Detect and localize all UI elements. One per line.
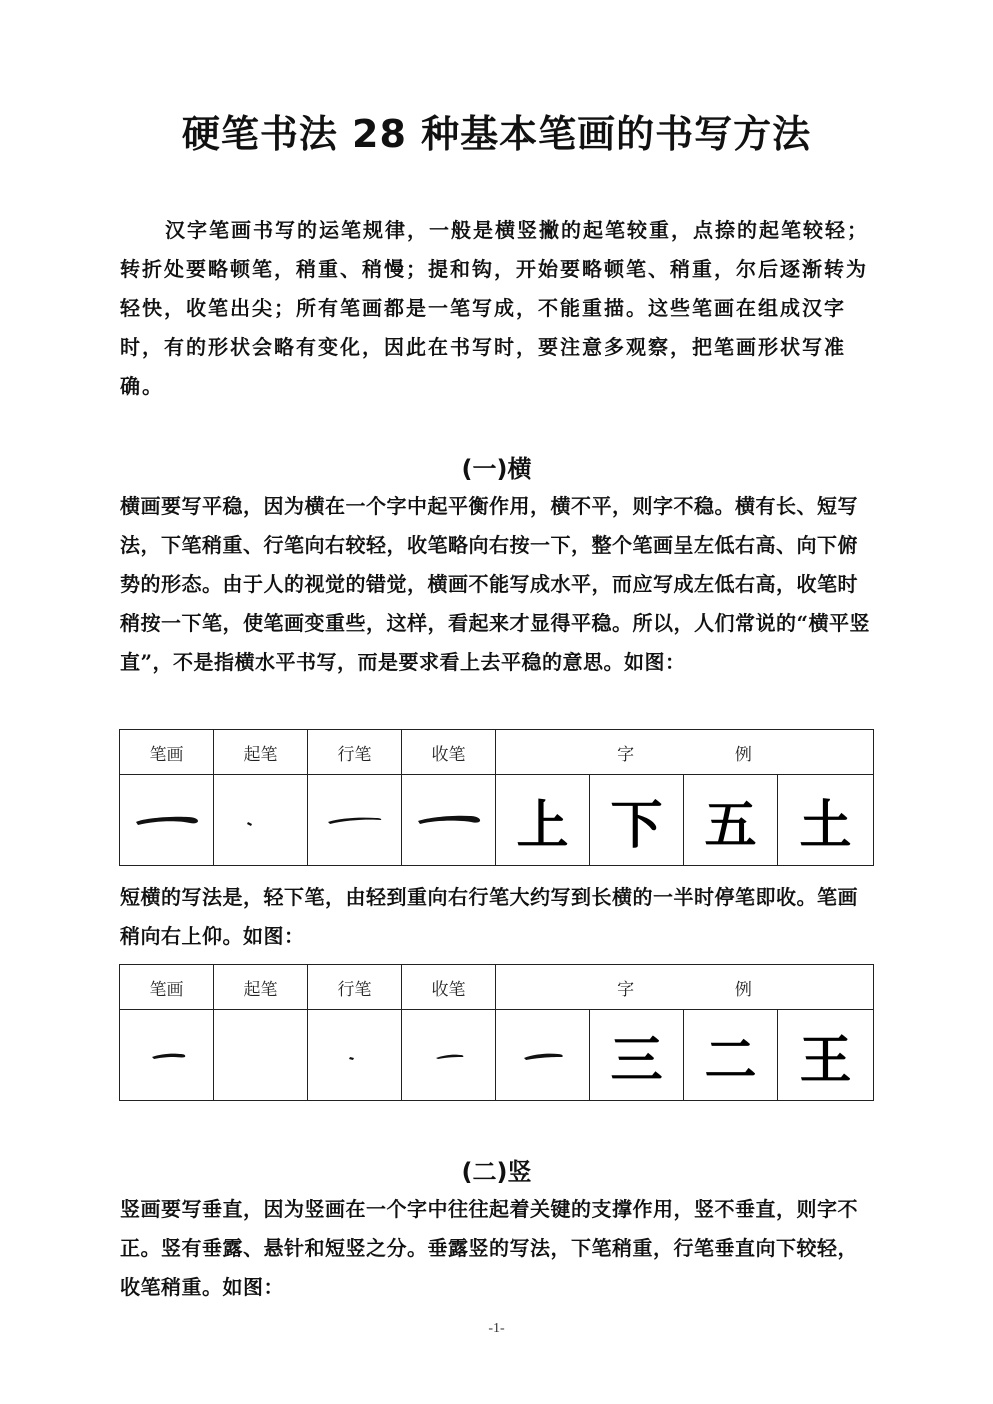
column-header-end: 收笔 <box>402 730 496 775</box>
example-char: 五 <box>684 775 778 866</box>
example-header-char2: 例 <box>734 979 752 1000</box>
heng-stroke-icon <box>132 805 202 835</box>
column-header-examples <box>496 965 874 1010</box>
page-title: 硬笔书法 28 种基本笔画的书写方法 <box>181 112 812 156</box>
stroke-full-heng <box>120 775 214 866</box>
intro-paragraph: 汉字笔画书写的运笔规律，一般是横竖撇的起笔较重，点捺的起笔较轻；转折处要略顿笔，稍重、稍慢；提和钩，开始要略顿笔、稍重，尔后逐渐转为轻快，收笔出尖；所有笔画都是一笔写成，不能重描。这些笔画在组成汉字时，有的形状会略有变化，因此在书写时，要注意多观察，把笔画形状写准确。 <box>120 218 869 398</box>
stroke-move-heng <box>308 775 402 866</box>
short-heng-stroke-icon <box>132 1040 202 1070</box>
column-header-examples <box>496 730 874 775</box>
column-header-stroke: 笔画 <box>120 965 214 1010</box>
column-header-stroke: 笔画 <box>120 730 214 775</box>
column-header-move: 行笔 <box>308 965 402 1010</box>
dot-start-icon <box>320 1040 390 1070</box>
example-char: 土 <box>778 775 874 866</box>
example-char: 二 <box>684 1010 778 1101</box>
example-char: 三 <box>590 1010 684 1101</box>
stroke-start-short-heng <box>214 1010 308 1101</box>
example-header-char2: 例 <box>734 744 752 765</box>
shu-paragraph: 竖画要写垂直，因为竖画在一个字中往往起着关键的支撑作用，竖不垂直，则字不正。竖有垂露、悬针和短竖之分。垂露竖的写法，下笔稍重，行笔垂直向下较轻，收笔稍重。如图： <box>120 1197 858 1299</box>
heng-paragraph: 横画要写平稳，因为横在一个字中起平衡作用，横不平，则字不稳。横有长、短写法，下笔稍重、行笔向右较轻，收笔略向右按一下，整个笔画呈左低右高、向下俯势的形态。由于人的视觉的错觉，横画不能写成水平，而应写成左低右高，收笔时稍按一下笔，使笔画变重些，这样，看起来才显得平稳。所以，人们常说的“横平竖直”，不是指横水平书写，而是要求看上去平稳的意思。如图： <box>120 494 871 674</box>
stroke-end-short-heng <box>402 1010 496 1101</box>
stroke-full-short-heng <box>120 1010 214 1101</box>
short-heng-example-icon <box>508 1040 578 1070</box>
column-header-end: 收笔 <box>402 965 496 1010</box>
example-char: 下 <box>590 775 684 866</box>
example-char: 王 <box>778 1010 874 1101</box>
page-number: -1- <box>488 1321 505 1336</box>
heng-short-table <box>119 964 874 1101</box>
stroke-move-short-heng <box>308 1010 402 1101</box>
short-heng-end-icon <box>414 1040 484 1070</box>
column-header-start: 起笔 <box>214 965 308 1010</box>
example-header-char1: 字 <box>617 979 635 1000</box>
section-heading-shu: (二)竖 <box>461 1158 532 1186</box>
heng-move-icon <box>320 805 390 835</box>
example-char: 上 <box>496 775 590 866</box>
column-header-start: 起笔 <box>214 730 308 775</box>
stroke-end-heng <box>402 775 496 866</box>
stroke-start-heng <box>214 775 308 866</box>
section-heading-heng: (一)横 <box>461 455 532 483</box>
short-heng-paragraph: 短横的写法是，轻下笔，由轻到重向右行笔大约写到长横的一半时停笔即收。笔画稍向右上仰。如图： <box>120 885 858 948</box>
dot-start-icon <box>226 805 296 835</box>
column-header-move: 行笔 <box>308 730 402 775</box>
heng-long-table <box>119 729 874 866</box>
heng-end-icon <box>414 805 484 835</box>
example-header-char1: 字 <box>617 744 635 765</box>
example-char <box>496 1010 590 1101</box>
